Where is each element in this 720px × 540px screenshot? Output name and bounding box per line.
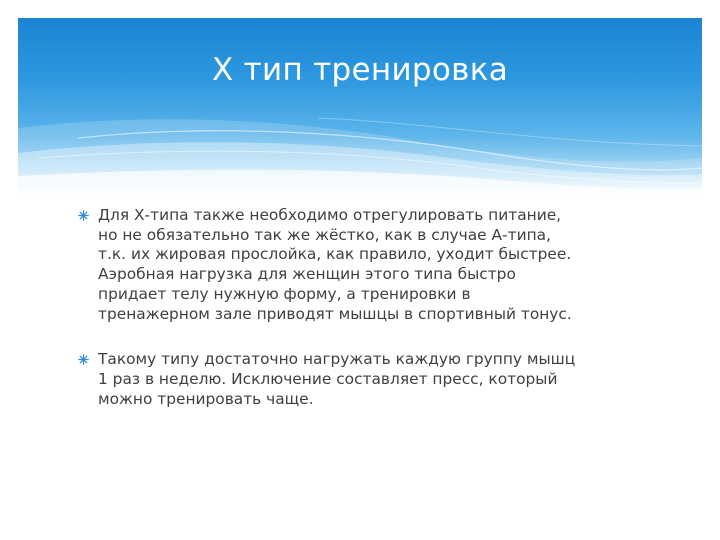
bullet-line: придает телу нужную форму, а тренировки в	[98, 284, 471, 303]
bullet-line: можно тренировать чаще.	[98, 389, 314, 408]
bullet-line: т.к. их жировая прослойка, как правило, уходит быстрее.	[98, 245, 572, 264]
bullet-line: Для Х-типа также необходимо отрегулировать питание,	[98, 206, 562, 224]
bullet-line: Аэробная нагрузка для женщин этого типа быстро	[98, 265, 516, 284]
bullet-item	[78, 350, 668, 409]
bullet-line: 1 раз в неделю. Исключение составляет пресс, который	[98, 369, 558, 388]
bullet-line: Такому типу достаточно нагружать каждую группу мышц	[98, 350, 576, 369]
bullet-line: но не обязательно так же жёстко, как в случае А-типа,	[98, 225, 551, 244]
slide-title: X тип тренировка	[211, 52, 509, 88]
header-banner	[18, 18, 702, 198]
asterisk-icon	[78, 210, 89, 221]
wave-decoration	[18, 18, 702, 198]
bullet-item	[78, 206, 668, 324]
bullet-line: тренажерном зале приводят мышцы в спортивный тонус.	[98, 304, 572, 323]
asterisk-icon	[78, 354, 89, 365]
slide-content	[78, 206, 668, 435]
